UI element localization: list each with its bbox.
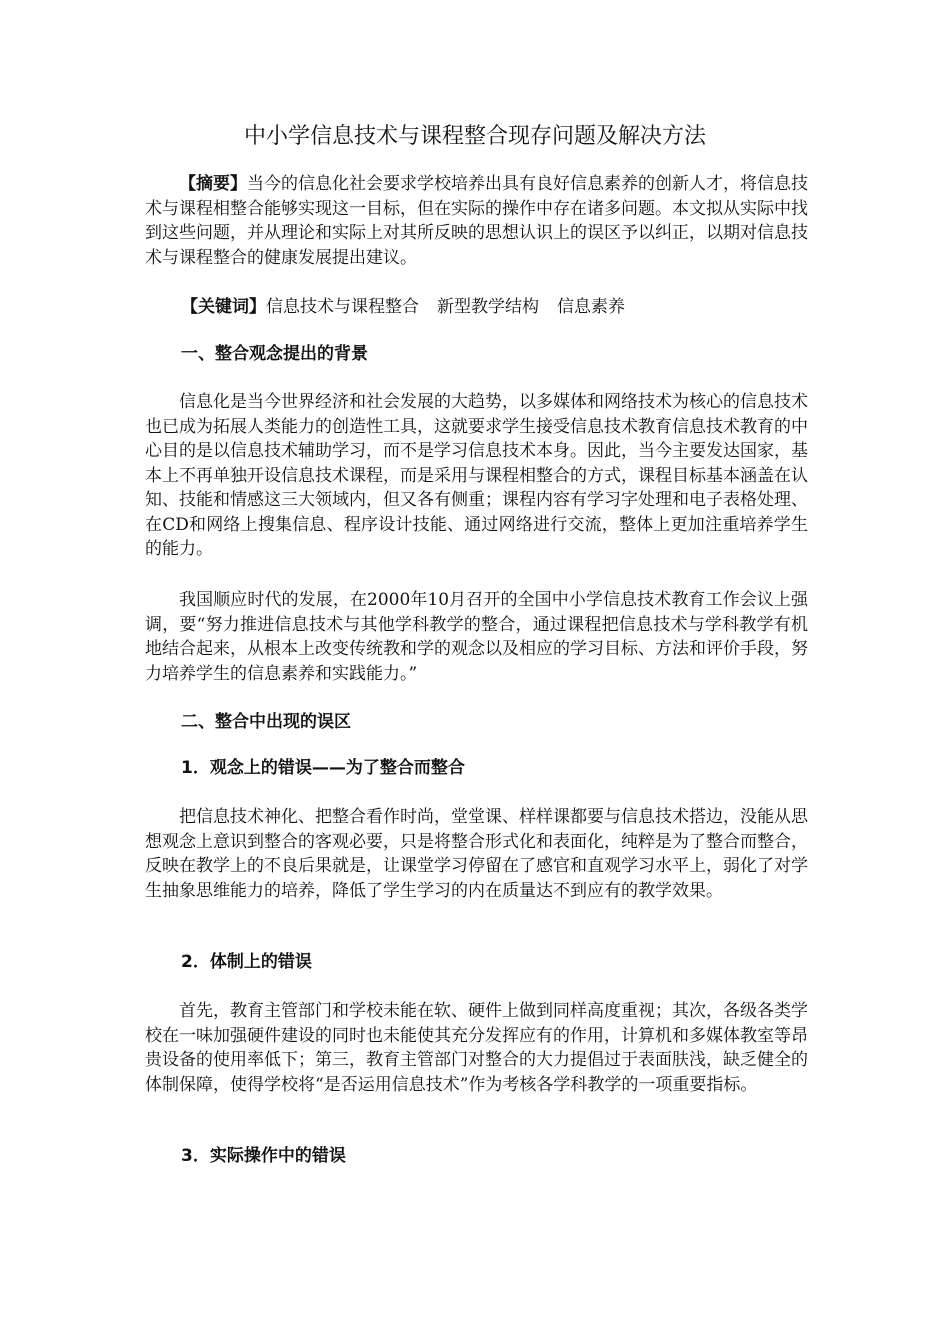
- paragraph-text: 把信息技术神化、把整合看作时尚，堂堂课、样样课都要与信息技术搭边，没能从思想观念上意识到整合的客观必要，只是将整合形式化和表面化，纯粹是为了整合而整合，反映在教学上的不良后果就是，让课堂学习停留在了感官和直观学习水平上，弱化了对学生抽象思维能力的培养，降低了学生学习的内在质量达不到应有的教学效果。: [145, 807, 808, 901]
- paragraph-text: 信息化是当今世界经济和社会发展的大趋势，以多媒体和网络技术为核心的信息技术也已成为拓展人类能力的创造性工具，这就要求学生接受信息技术教育信息技术教育的中心目的是以信息技术辅助学习，而不是学习信息技术本身。因此，当今主要发达国家，基本上不再单独开设信息技术课程，而是采用与课程相整合的方式，课程目标基本涵盖在认知、技能和情感这三大领域内，但又各有侧重；课程内容有学习字处理和电子表格处理、在CD和网络上搜集信息、程序设计技能、通过网络进行交流，整体上更加注重培养学生的能力。: [145, 392, 808, 559]
- keyword-item: 信息技术与课程整合: [266, 297, 419, 317]
- keyword-item: 新型教学结构: [437, 297, 539, 317]
- body-paragraph: [145, 588, 808, 686]
- abstract-label: 【摘要】: [179, 174, 247, 194]
- paragraph-text: 我国顺应时代的发展，在2000年10月召开的全国中小学信息技术教育工作会议上强调，要“努力推进信息技术与其他学科教学的整合，通过课程把信息技术与学科教学有机地结合起来，从根本上改变传统教和学的观念以及相应的学习目标、方法和评价手段，努力培养学生的信息素养和实践能力。”: [145, 590, 808, 684]
- body-paragraph: [145, 390, 808, 562]
- body-paragraph: [145, 805, 808, 903]
- subsection-heading: 1．观念上的错误——为了整合而整合: [181, 758, 465, 778]
- keywords-label: 【关键词】: [181, 297, 266, 317]
- keyword-item: 信息素养: [557, 297, 625, 317]
- paragraph-text: 首先，教育主管部门和学校未能在软、硬件上做到同样高度重视；其次，各级各类学校在一味加强硬件建设的同时也未能使其充分发挥应有的作用，计算机和多媒体教室等昂贵设备的使用率低下；第三，教育主管部门对整合的大力提倡过于表面肤浅，缺乏健全的体制保障，使得学校将“是否运用信息技术”作为考核各学科教学的一项重要指标。: [145, 1001, 808, 1095]
- subsection-heading: 3．实际操作中的错误: [181, 1146, 346, 1166]
- document-title: 中小学信息技术与课程整合现存问题及解决方法: [243, 124, 706, 149]
- subsection-heading: 2．体制上的错误: [181, 952, 312, 972]
- section-heading: 一、整合观念提出的背景: [181, 344, 368, 364]
- abstract-text: 当今的信息化社会要求学校培养出具有良好信息素养的创新人才，将信息技术与课程相整合能够实现这一目标，但在实际的操作中存在诸多问题。本文拟从实际中找到这些问题，并从理论和实际上对其所反映的思想认识上的误区予以纠正，以期对信息技术与课程整合的健康发展提出建议。: [145, 174, 808, 268]
- abstract-paragraph: [145, 172, 808, 270]
- section-heading: 二、整合中出现的误区: [181, 712, 351, 732]
- keywords-line: [181, 295, 625, 319]
- body-paragraph: [145, 999, 808, 1097]
